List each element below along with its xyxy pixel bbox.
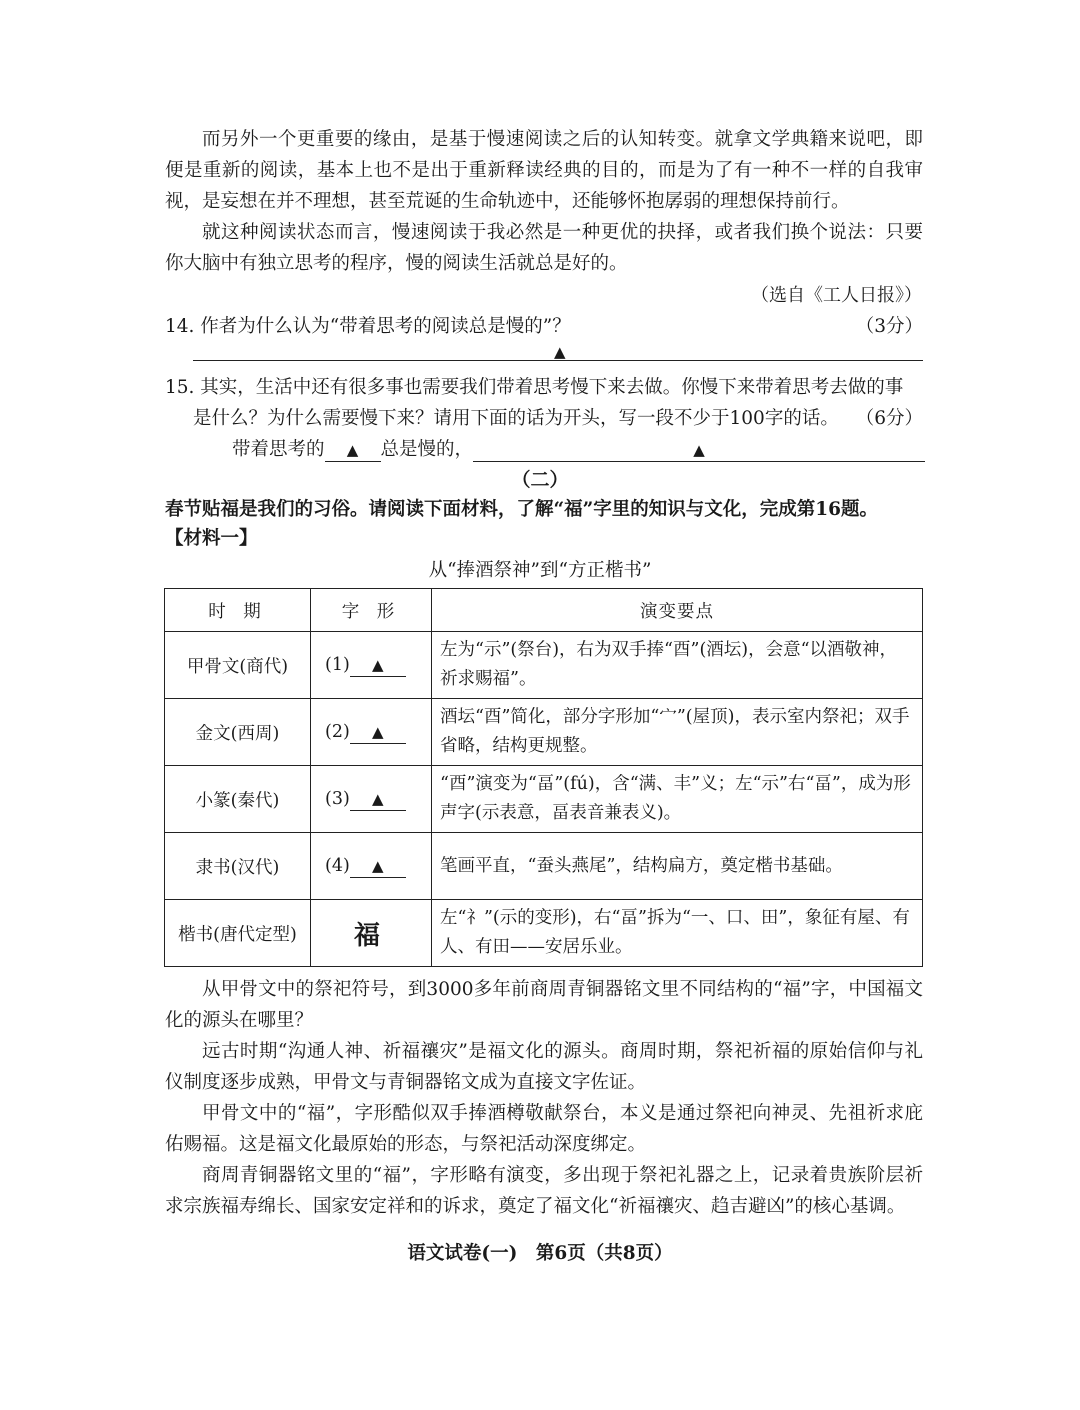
- form-number: (4): [325, 855, 350, 876]
- answer-marker: ▲: [372, 856, 384, 875]
- table-caption: 从“捧酒祭神”到“方正楷书”: [428, 560, 652, 581]
- period-cell: 隶书(汉代): [165, 833, 311, 900]
- form-cell: [311, 699, 432, 766]
- answer-marker: ▲: [346, 441, 359, 459]
- body-paragraph-3: 甲骨文中的“福”，字形酷似双手捧酒樽敬献祭台，本义是通过祭祀向神灵、先祖祈求庇佑赐福。这是福文化最原始的形态，与祭祀活动深度绑定。: [165, 1103, 923, 1155]
- evolution-table: [164, 588, 923, 967]
- question-14: [165, 311, 923, 342]
- question-15-line2: 是什么？为什么需要慢下来？请用下面的话为开头，写一段不少于100字的话。: [193, 408, 839, 429]
- answer-marker: ▲: [693, 441, 705, 459]
- passage-source: （选自《工人日报》）: [751, 285, 922, 306]
- table-row: [165, 833, 923, 900]
- period-cell: 甲骨文(商代): [165, 632, 311, 699]
- form-cell: [311, 833, 432, 900]
- column-header-notes: 演变要点: [432, 589, 923, 632]
- answer-blank-1[interactable]: [325, 439, 381, 462]
- form-number: (1): [325, 654, 350, 675]
- answer-marker-14: ▲: [554, 343, 566, 361]
- question-15-line1: 15. 其实，生活中还有很多事也需要我们带着思考慢下来去做。你慢下来带着思考去做的事: [165, 377, 904, 398]
- answer-marker: ▲: [372, 655, 384, 674]
- body-paragraph-4: 商周青铜器铭文里的“福”，字形略有演变，多出现于祭祀礼器之上，记录着贵族阶层祈求宗族福寿绵长、国家安定祥和的诉求，奠定了福文化“祈福禳灾、趋吉避凶”的核心基调。: [165, 1165, 923, 1217]
- material-label: 【材料一】: [165, 528, 258, 549]
- notes-cell: 左“礻”(示的变形)，右“畐”拆为“一、口、田”，象征有屋、有人、有田——安居乐业。: [432, 900, 923, 967]
- form-number: (3): [325, 788, 350, 809]
- notes-cell: “酉”演变为“畐”(fú)，含“满、丰”义；左“示”右“畐”，成为形声字(示表意，畐表音兼表义)。: [432, 766, 923, 833]
- fu-character: 福: [353, 920, 380, 951]
- answer-blank-2[interactable]: [473, 439, 925, 462]
- form-cell: [311, 632, 432, 699]
- section-title: （二）: [511, 469, 569, 491]
- question-15-score: （6分）: [855, 408, 923, 429]
- table-row: [165, 766, 923, 833]
- period-cell: 金文(西周): [165, 699, 311, 766]
- notes-cell: 酒坛“酉”简化，部分字形加“宀”(屋顶)，表示室内祭祀；双手省略，结构更规整。: [432, 699, 923, 766]
- form-cell: [311, 900, 432, 967]
- passage-paragraph-1: 而另外一个更重要的缘由，是基于慢速阅读之后的认知转变。就拿文学典籍来说吧，即便是重新的阅读，基本上也不是出于重新释读经典的目的，而是为了有一种不一样的自我审视，是妄想在并不理想，甚至荒诞的生命轨迹中，还能够怀抱孱弱的理想保持前行。: [165, 129, 923, 212]
- form-number: (2): [325, 721, 350, 742]
- answer-blank[interactable]: [350, 721, 406, 744]
- passage-paragraph-2: 就这种阅读状态而言，慢速阅读于我必然是一种更优的抉择，或者我们换个说法：只要你大脑中有独立思考的程序，慢的阅读生活就总是好的。: [165, 222, 923, 274]
- notes-cell: 笔画平直，“蚕头燕尾”，结构扁方，奠定楷书基础。: [432, 833, 923, 900]
- answer-blank[interactable]: [350, 788, 406, 811]
- body-paragraph-2: 远古时期“沟通人神、祈福禳灾”是福文化的源头。商周时期，祭祀祈福的原始信仰与礼仪制度逐步成熟，甲骨文与青铜器铭文成为直接文字佐证。: [165, 1041, 923, 1093]
- table-row: [165, 900, 923, 967]
- page-footer: 语文试卷(一) 第6页（共8页）: [407, 1243, 673, 1264]
- question-14-text: 14. 作者为什么认为“带着思考的阅读总是慢的”？: [165, 316, 571, 337]
- answer-prefix: 带着思考的: [232, 439, 325, 460]
- answer-blank[interactable]: [350, 855, 406, 878]
- table-header-row: [165, 589, 923, 632]
- section-intro: 春节贴福是我们的习俗。请阅读下面材料，了解“福”字里的知识与文化，完成第16题。: [165, 499, 879, 520]
- answer-blank[interactable]: [350, 654, 406, 677]
- body-paragraph-1: 从甲骨文中的祭祀符号，到3000多年前商周青铜器铭文里不同结构的“福”字，中国福文化的源头在哪里？: [165, 979, 923, 1031]
- question-14-score: （3分）: [855, 316, 923, 337]
- table-row: [165, 632, 923, 699]
- period-cell: 小篆(秦代): [165, 766, 311, 833]
- period-cell: 楷书(唐代定型): [165, 900, 311, 967]
- column-header-form: 字 形: [311, 589, 432, 632]
- answer-marker: ▲: [372, 722, 384, 741]
- answer-marker: ▲: [372, 789, 384, 808]
- form-cell: [311, 766, 432, 833]
- question-15-answer-row: [232, 434, 925, 465]
- answer-middle: 总是慢的，: [380, 439, 474, 460]
- table-row: [165, 699, 923, 766]
- column-header-period: 时 期: [165, 589, 311, 632]
- notes-cell: 左为“示”(祭台)，右为双手捧“酉”(酒坛)，会意“以酒敬神，祈求赐福”。: [432, 632, 923, 699]
